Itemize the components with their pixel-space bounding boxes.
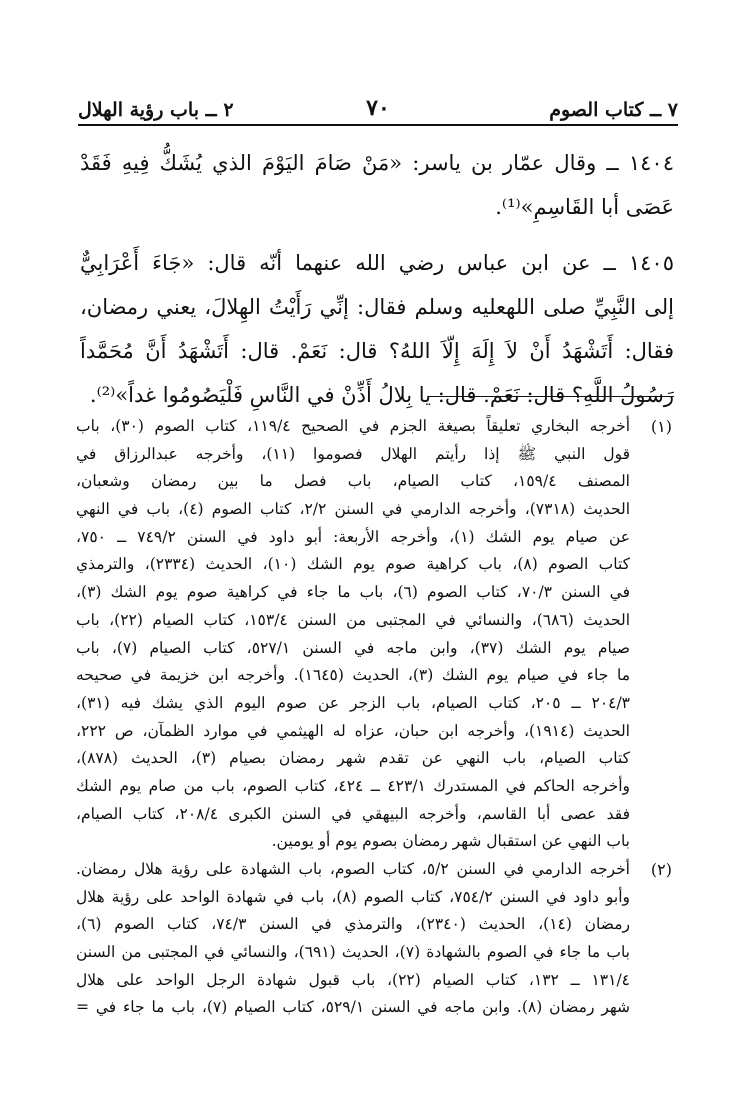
footnote-line: صيام يوم الشك (٣٧)، وابن ماجه في السنن ٥٢٧/١، كتاب الصيام (٧)، باب bbox=[76, 638, 630, 657]
footnote-line: رمضان (١٤)، الحديث (٢٣٤٠)، والترمذي في السنن ٧٤/٣، كتاب الصوم (٦)، bbox=[76, 915, 630, 934]
text-line: عَصَى أبا القَاسِمِ»⁽¹⁾. bbox=[495, 195, 674, 219]
footnote-2 bbox=[76, 856, 676, 1022]
footnote-line: فقد عصى أبا القاسم، وأخرجه البيهقي في السنن الكبرى ٢٠٨/٤، كتاب الصيام، bbox=[76, 804, 630, 823]
footnote-marker: (١) bbox=[650, 417, 672, 436]
text-line: ١٤٠٤ ــ وقال عمّار بن ياسر: «مَنْ صَامَ اليَوْمَ الذي يُشَكُّ فِيهِ فَقَدْ bbox=[80, 151, 674, 175]
header-divider bbox=[78, 124, 678, 126]
footnote-line: الحديث (٧٣١٨)، وأخرجه الدارمي في السنن ٢/٢، كتاب الصوم (٤)، باب في النهي bbox=[76, 500, 630, 519]
footnotes bbox=[76, 413, 676, 1022]
footnote-line: باب ما جاء في الصوم بالشهادة (٧)، الحديث (٦٩١)، والنسائي في المجتبى من السنن bbox=[76, 943, 630, 962]
footnote-line: الحديث (٦٨٦)، والنسائي في المجتبى من السنن ١٥٣/٤، كتاب الصيام (٢٢)، باب bbox=[76, 610, 630, 629]
footnote-line: شهر رمضان (٨). وابن ماجه في السنن ٥٢٩/١، كتاب الصيام (٧)، باب ما جاء في = bbox=[76, 998, 630, 1017]
footnote-marker: (٢) bbox=[650, 860, 672, 879]
text-line: ١٤٠٥ ــ عن ابن عباس رضي الله عنهما أنّه قال: «جَاءَ أَعْرَابِيٌّ bbox=[80, 251, 674, 275]
footnote-line: وأخرجه الحاكم في المستدرك ٤٢٣/١ ــ ٤٢٤، كتاب الصوم، باب من صام يوم الشك bbox=[76, 776, 630, 795]
chapter-title: ٧ ــ كتاب الصوم bbox=[549, 99, 678, 121]
footnote-line: عن صيام يوم الشك (١)، وأخرجه الأربعة: أبو داود في السنن ٧٤٩/٢ ــ ٧٥٠، bbox=[76, 527, 630, 546]
footnote-line: أخرجه الدارمي في السنن ٥/٢، كتاب الصوم، باب الشهادة على رؤية هلال رمضان. bbox=[76, 860, 630, 878]
text-line: إلى النَّبِيِّ صلى اللهعليه وسلم فقال: إنِّي رَأَيْتُ الهِلالَ، يعني رمضان، bbox=[80, 295, 674, 319]
footnote-1 bbox=[76, 413, 676, 856]
page-number: ٧٠ bbox=[366, 95, 390, 121]
footnote-line: كتاب الصوم (٨)، باب كراهية صوم يوم الشك (١٠)، الحديث (٢٣٣٤)، والترمذي bbox=[76, 555, 630, 574]
footnote-line: باب النهي عن استقبال شهر رمضان بصوم يوم أو يومين. bbox=[271, 832, 630, 851]
footnote-line: قول النبي ﷺ إذا رأيتم الهلال فصوموا (١١)، وأخرجه عبدالرزاق في bbox=[76, 444, 630, 463]
footnote-line: أخرجه البخاري تعليقاً بصيغة الجزم في الصحيح ١١٩/٤، كتاب الصوم (٣٠)، باب bbox=[76, 417, 630, 435]
section-title: ٢ ــ باب رؤية الهلال bbox=[78, 99, 234, 121]
footnote-line: ما جاء في صيام يوم الشك (٣)، الحديث (١٦٤٥). وأخرجه ابن خزيمة في صحيحه bbox=[76, 666, 630, 685]
footnote-line: ١٣١/٤ ــ ١٣٢، كتاب الصيام (٢٢)، باب قبول شهادة الرجل الواحد على هلال bbox=[76, 970, 630, 989]
main-text bbox=[80, 141, 674, 429]
text-line: فقال: أَتَشْهَدُ أَنْ لاَ إِلَهَ إِلّاَ اللهُ؟ قال: نَعَمْ. قال: أَتَشْهَدُ أَنَّ مُحَمَّداً bbox=[80, 339, 674, 363]
footnote-line: في السنن ٧٠/٣، كتاب الصوم (٦)، باب ما جاء في كراهية صوم يوم الشك (٣)، bbox=[76, 583, 630, 602]
footnote-line: ٢٠٤/٣ ــ ٢٠٥، كتاب الصيام، باب الزجر عن صوم اليوم الذي يشك فيه (٣١)، bbox=[76, 693, 630, 712]
hadith-1404 bbox=[80, 141, 674, 229]
hadith-1405 bbox=[80, 241, 674, 417]
footnote-divider bbox=[428, 396, 674, 397]
footnote-line: الحديث (١٩١٤)، وأخرجه ابن حبان، عزاه له الهيثمي في موارد الظمآن، ص ٢٢٢، bbox=[76, 721, 630, 740]
running-header bbox=[78, 93, 678, 127]
footnote-line: المصنف ١٥٩/٤، كتاب الصيام، باب فصل ما بين رمضان وشعبان، bbox=[76, 472, 630, 491]
text-line: رَسُولُ اللَّهِ؟ قال: نَعَمْ. قال: يا بِلالُ أَذِّنْ في النَّاسِ فَلْيَصُومُوا غداً»⁽²⁾. bbox=[89, 383, 674, 407]
footnote-line: وأبو داود في السنن ٧٥٤/٢، كتاب الصوم (٨)، باب في شهادة الواحد على رؤية هلال bbox=[76, 887, 630, 906]
footnote-line: كتاب الصيام، باب النهي عن تقدم شهر رمضان بصيام (٣)، الحديث (٨٧٨)، bbox=[76, 749, 630, 768]
